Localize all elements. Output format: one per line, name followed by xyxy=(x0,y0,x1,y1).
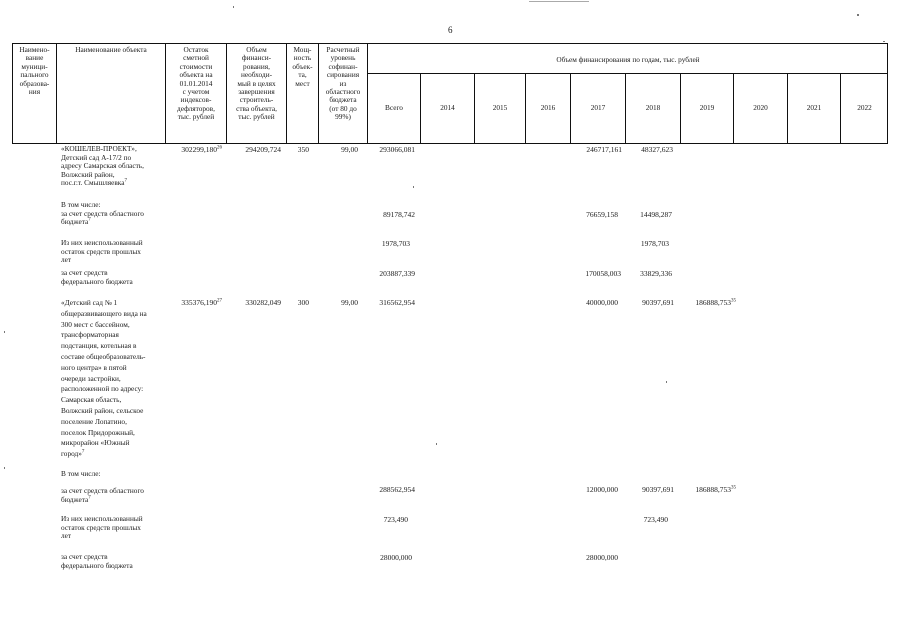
page-number: 6 xyxy=(448,25,453,35)
total-value: 288562,954 xyxy=(379,485,415,494)
object-name: «КОШЕЛЕВ-ПРОЕКТ», Детский сад А-17/2 по адресу Самарская область, Волжский район, пос.г.т. Смышляевка$^7$ xyxy=(61,144,144,188)
header-year-2022: 2022 xyxy=(857,103,872,112)
object-name: за счет средств федерального бюджета xyxy=(61,552,133,570)
header-object-name: Наименование объекта xyxy=(75,45,147,54)
y2017-value: 170058,003 xyxy=(585,269,621,278)
balance-value: 335376,190$^{27}$ xyxy=(181,298,222,307)
total-value: 203887,339 xyxy=(379,269,415,278)
object-name: «Детский сад № 1 общеразвивающего вида на 300 мест с бассейном, трансформаторная подстанция, котельная в составе общеобразователь- ного центра» в пятой очереди застройки, расположенной по адресу: Самарская область, Волжский район, сельское поселение Лопатино, поселок Придорожный, микрорайон «Южный город»$^7$ xyxy=(61,298,147,459)
header-year-2021: 2021 xyxy=(806,103,822,112)
object-name: Из них неиспользованный остаток средств прошлых лет xyxy=(61,514,143,541)
y2018-value: 723,490 xyxy=(643,515,668,524)
y2018-value: 90397,691 xyxy=(642,485,674,494)
header-cofinancing: Расчетный уровень софинан- сирования из областного бюджета (от 80 до 99%) xyxy=(325,45,361,122)
cofin-value: 99,00 xyxy=(341,145,358,154)
scan-speck xyxy=(436,443,437,445)
header-total: Всего xyxy=(385,103,403,112)
header-balance: Остаток сметной стоимости объекта на 01.01.2014 с учетом индексов- дефляторов, тыс. рублей xyxy=(177,45,215,122)
scan-speck xyxy=(413,186,414,188)
y2017-value: 28000,000 xyxy=(586,553,618,562)
header-year-2018: 2018 xyxy=(645,103,661,112)
y2018-value: 14498,287 xyxy=(640,210,672,219)
object-name: Из них неиспользованный остаток средств прошлых лет xyxy=(61,238,143,265)
total-value: 723,490 xyxy=(383,515,408,524)
y2019-value: 186888,753$^{35}$ xyxy=(695,298,736,307)
volume-value: 294209,724 xyxy=(245,145,281,154)
header-year-2015: 2015 xyxy=(492,103,508,112)
object-name: за счет средств областного бюджета$^7$ xyxy=(61,486,144,504)
capacity-value: 350 xyxy=(297,145,309,154)
header-year-2019: 2019 xyxy=(699,103,715,112)
y2018-value: 1978,703 xyxy=(640,239,669,248)
object-name: за счет средств федерального бюджета xyxy=(61,268,133,286)
scan-speck xyxy=(883,41,885,42)
total-value: 89178,742 xyxy=(383,210,415,219)
object-name: В том числе: за счет средств областного бюджета$^7$ xyxy=(61,200,144,227)
scan-speck xyxy=(666,381,667,383)
y2017-value: 246717,161 xyxy=(586,145,622,154)
scan-speck xyxy=(233,6,234,8)
total-value: 293066,081 xyxy=(379,145,415,154)
total-value: 28000,000 xyxy=(380,553,412,562)
total-value: 316562,954 xyxy=(379,298,415,307)
y2018-value: 48327,623 xyxy=(641,145,673,154)
total-value: 1978,703 xyxy=(381,239,410,248)
scan-speck xyxy=(4,331,5,333)
header-financing-volume: Объем финанси- рования, необходи- мый в целях завершения строитель- ства объекта, тыс. рублей xyxy=(236,45,277,122)
object-name: В том числе: xyxy=(61,469,101,478)
header-year-2017: 2017 xyxy=(590,103,606,112)
y2018-value: 90397,691 xyxy=(642,298,674,307)
y2017-value: 40000,000 xyxy=(586,298,618,307)
volume-value: 330282,049 xyxy=(245,298,281,307)
balance-value: 302299,180$^{26}$ xyxy=(181,145,222,154)
scan-speck xyxy=(857,14,859,16)
y2018-value: 33829,336 xyxy=(640,269,672,278)
header-year-2020: 2020 xyxy=(753,103,768,112)
y2019-value: 186888,753$^{35}$ xyxy=(695,485,736,494)
scan-speck xyxy=(529,1,589,2)
cofin-value: 99,00 xyxy=(341,298,358,307)
header-group-title: Объем финансирования по годам, тыс. рублей xyxy=(556,55,700,64)
header-year-2016: 2016 xyxy=(540,103,556,112)
header-year-2014: 2014 xyxy=(440,103,455,112)
header-municipality: Наимено- вание муници- пального образова- ния xyxy=(19,45,50,97)
y2017-value: 12000,000 xyxy=(586,485,618,494)
header-capacity: Мощ- ность объек- та, мест xyxy=(292,45,313,88)
capacity-value: 300 xyxy=(297,298,309,307)
y2017-value: 76659,158 xyxy=(586,210,618,219)
scan-speck xyxy=(4,467,5,469)
